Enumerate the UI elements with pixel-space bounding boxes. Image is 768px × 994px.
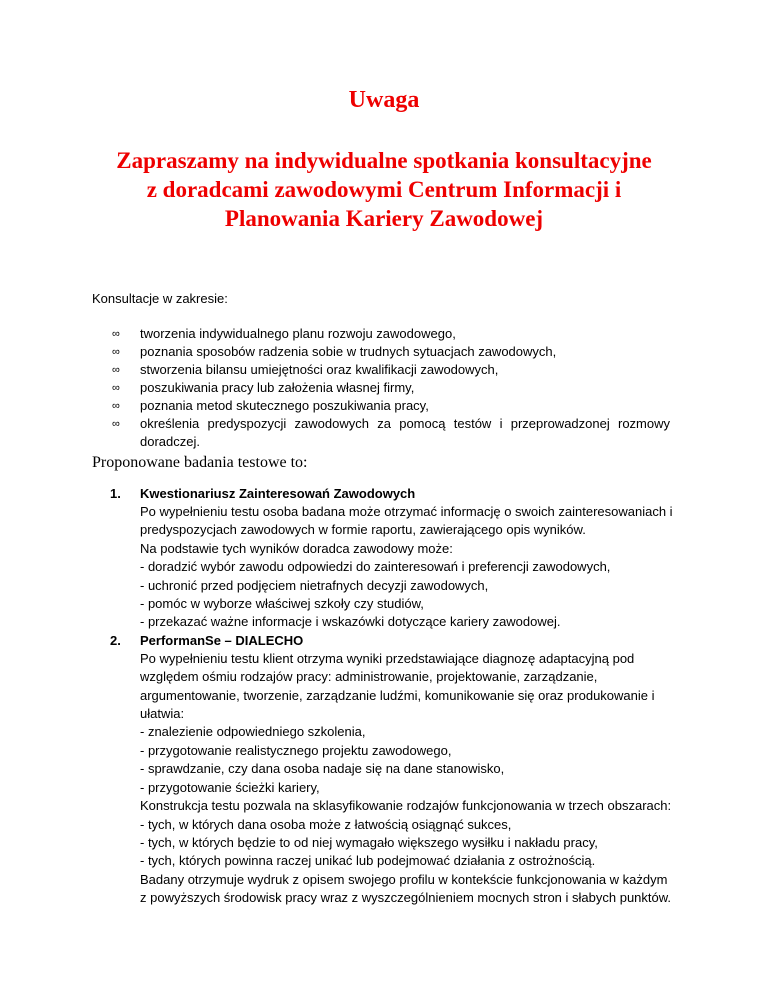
test-number: 2.: [110, 632, 121, 648]
test-line: Po wypełnieniu testu osoba badana może otrzymać informację o swoich zainteresowaniach i: [140, 504, 673, 519]
invitation-headline: Zapraszamy na indywidualne spotkania konsultacyjne z doradcami zawodowymi Centrum Informacji i Planowania Kariery Zawodowej: [116, 148, 652, 231]
test-line: względem ośmiu rodzajów pracy: administrowanie, projektowanie, zarządzanie,: [140, 669, 598, 685]
test-line: Konstrukcja testu pozwala na sklasyfikowanie rodzajów funkcjonowania w trzech obszarach:: [140, 798, 672, 814]
list-item: ∞ poznania metod skutecznego poszukiwania pracy,: [112, 398, 429, 413]
test-title: Kwestionariusz Zainteresowań Zawodowych: [140, 486, 416, 501]
test-description: [140, 650, 680, 908]
test-line: ułatwia:: [140, 706, 185, 722]
test-line: z powyższych środowisk pracy wraz z wyszczególnieniem mocnych stron i słabych punktów.: [140, 890, 672, 906]
test-line: - doradzić wybór zawodu odpowiedzi do zainteresowań i preferencji zawodowych,: [140, 559, 611, 575]
test-description: [140, 503, 680, 632]
test-line: Na podstawie tych wyników doradca zawodowy może:: [140, 540, 453, 556]
tests-list: [110, 485, 680, 908]
test-line: - przygotowanie realistycznego projektu zawodowego,: [140, 742, 452, 758]
test-line: Po wypełnieniu testu klient otrzyma wyniki przedstawiające diagnozę adaptacyjną pod: [140, 650, 635, 666]
test-line: - pomóc w wyborze właściwej szkoły czy studiów,: [140, 596, 424, 612]
test-number: 1.: [110, 486, 121, 501]
consultations-list: [92, 325, 670, 451]
list-item: ∞ określenia predyspozycji zawodowych za pomocą testów i przeprowadzonej rozmowy doradczej.: [112, 416, 670, 449]
test-line: - uchronić przed podjęciem nietrafnych decyzji zawodowych,: [140, 577, 489, 593]
infinity-bullet-icon: ∞: [112, 400, 120, 412]
test-line: argumentowanie, tworzenie, zarządzanie ludźmi, komunikowanie się oraz produkowanie i: [140, 687, 655, 703]
test-line: - tych, w których dana osoba może z łatwością osiągnąć sukces,: [140, 816, 512, 832]
infinity-bullet-icon: ∞: [112, 418, 120, 430]
test-line: Badany otrzymuje wydruk z opisem swojego profilu w kontekście funkcjonowania w każdym: [140, 871, 668, 887]
test-line: predyspozycjach zawodowych w formie raportu, zawierającego opis wyników.: [140, 522, 586, 538]
test-title: PerformanSe – DIALECHO: [140, 632, 304, 648]
notice-title: Uwaga: [348, 87, 420, 113]
test-line: - tych, których powinna raczej unikać lub podejmować działania z ostrożnością.: [140, 853, 596, 869]
list-item: ∞ poznania sposobów radzenia sobie w trudnych sytuacjach zawodowych,: [112, 344, 557, 359]
infinity-bullet-icon: ∞: [112, 382, 120, 394]
test-line: - przekazać ważne informacje i wskazówki dotyczące kariery zawodowej.: [140, 614, 561, 630]
test-item: [110, 485, 680, 632]
test-line: - sprawdzanie, czy dana osoba nadaje się na dane stanowisko,: [140, 761, 505, 777]
consultations-lead: Konsultacje w zakresie:: [92, 291, 228, 306]
tests-heading: Proponowane badania testowe to:: [92, 454, 308, 471]
test-line: - przygotowanie ścieżki kariery,: [140, 779, 320, 795]
list-item: ∞ tworzenia indywidualnego planu rozwoju zawodowego,: [112, 326, 456, 341]
infinity-bullet-icon: ∞: [112, 364, 120, 376]
test-line: - znalezienie odpowiedniego szkolenia,: [140, 724, 366, 740]
list-item: ∞ stworzenia bilansu umiejętności oraz kwalifikacji zawodowych,: [112, 362, 499, 377]
infinity-bullet-icon: ∞: [112, 328, 120, 340]
list-item: ∞ poszukiwania pracy lub założenia własnej firmy,: [112, 380, 415, 395]
test-item: [110, 632, 680, 908]
test-line: - tych, w których będzie to od niej wymagało większego wysiłku i nakładu pracy,: [140, 834, 598, 850]
infinity-bullet-icon: ∞: [112, 346, 120, 358]
